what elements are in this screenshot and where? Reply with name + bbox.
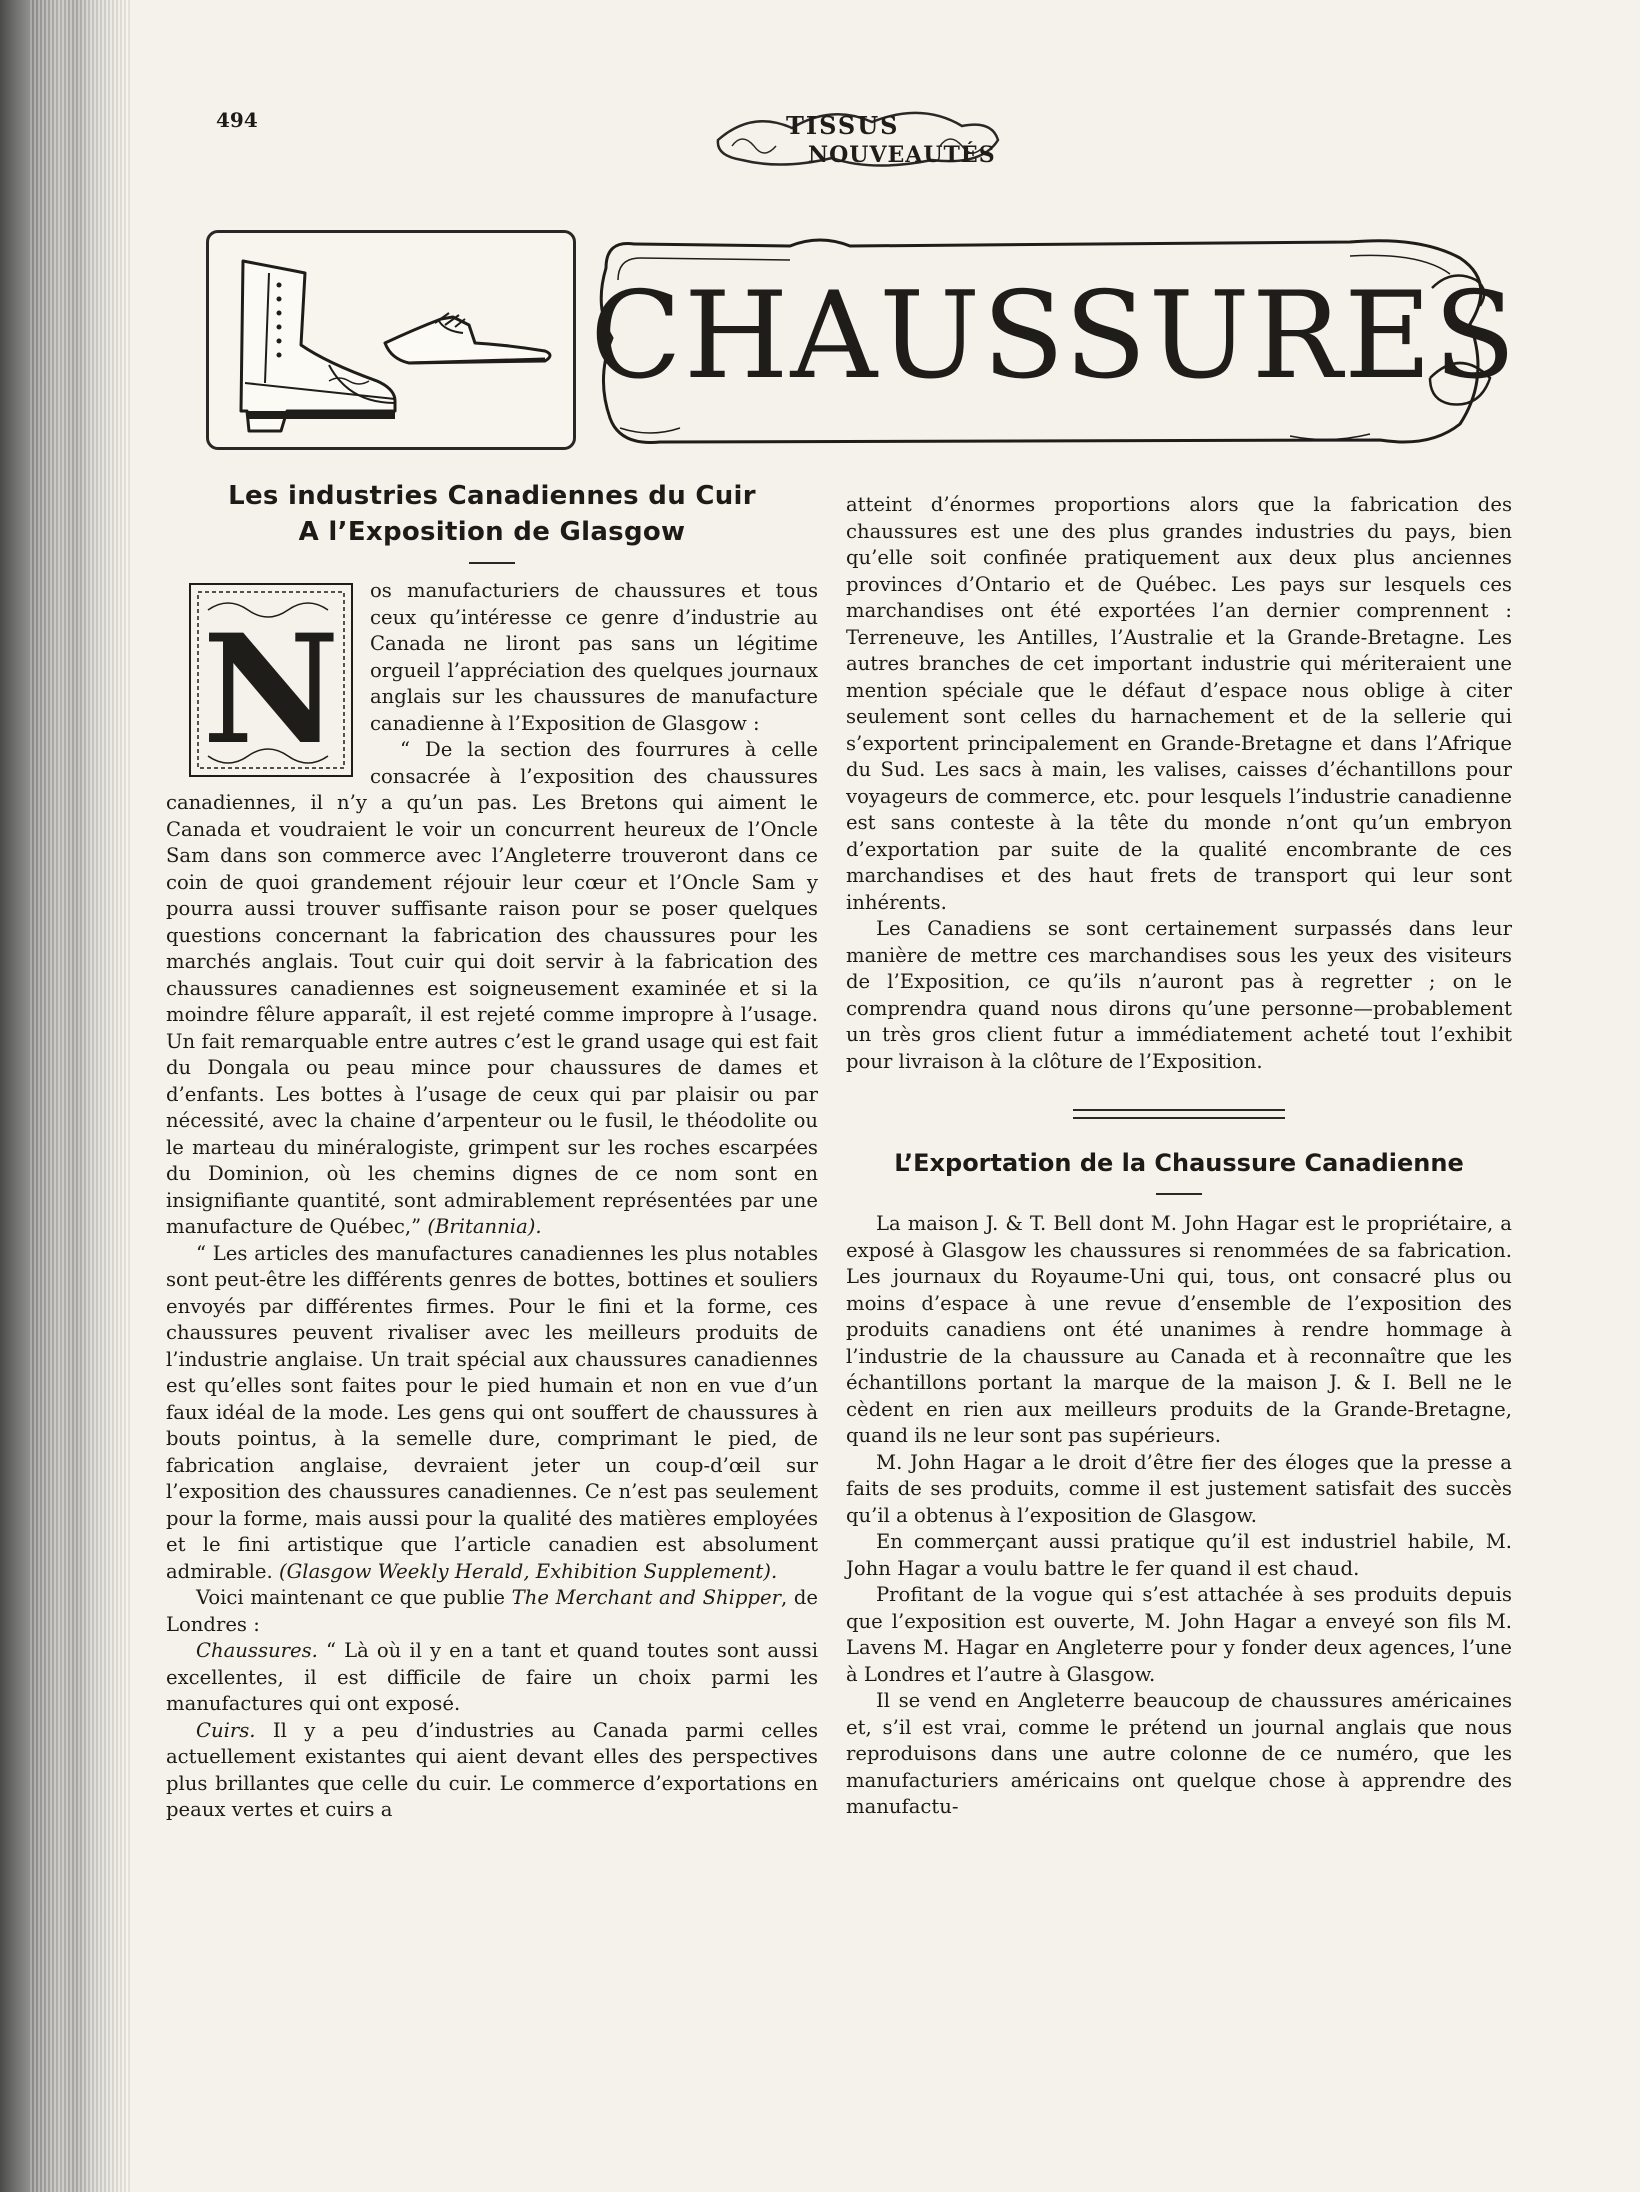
article-paragraph: os manufacturiers de chaussures et tous ceux qu’intéresse ce genre d’industrie au Canada ne liront pas sans un légitime orgueil l’appréciation des quelques journaux anglais sur les chaussures de manufacture canadienne à l’Exposition de Glasgow : (370, 579, 818, 735)
title-rule (1156, 1193, 1202, 1195)
article-paragraph (166, 1585, 818, 1638)
paragraph-label: Cuirs. (196, 1718, 256, 1742)
publication-name: The Merchant and Shipper (511, 1586, 781, 1609)
article-paragraph (166, 1241, 818, 1586)
article-paragraph (166, 737, 818, 1241)
title-rule (469, 562, 515, 564)
article-paragraph (166, 1718, 818, 1824)
article-paragraph-text: “ Là où il y en a tant et quand toutes sont aussi excellentes, il est difficile de faire un choix parmi les manufactures qui ont exposé. (166, 1639, 818, 1715)
article-paragraph-text: “ De la section des fourrures à celle consacrée à l’exposition des chaussures canadiennes, il n’y a qu’un pas. Les Bretons qui aiment le Canada et voudraient le voir un concurrent heureux de l’Oncle Sam dans son commerce avec l’Angleterre trouveront dans ce coin de quoi grandement réjouir leur cœur et l’Oncle Sam y pourra aussi trouver suffisante raison pour se poser quelques questions concernant la fabrication des chaussures pour les marchés anglais. Tout cuir qui doit servir à la fabrication des chaussures canadiennes est soigneusement examinée et si la moindre fêlure apparaît, il est rejeté comme impropre à l’usage. Un fait remarquable entre autres c’est le grand usage qui est fait du Dongala ou peau mince pour chaussures de dames et d’enfants. Les bottes à l’usage de ceux qui par plaisir ou par nécessité, avec la chaine d’arpenteur ou le fusil, le théodolite ou le marteau du minéralogiste, grimpent sur les roches escarpées du Dominion, où les chemins dignes de ce nom sont en insignifiante quantité, sont admirablement représentées par une manufacture de Québec,” (166, 738, 818, 1238)
drop-cap-ornament (186, 580, 356, 780)
article-title-line2: A l’Exposition de Glasgow (298, 517, 686, 547)
article-title: L’Exportation de la Chaussure Canadienne (894, 1149, 1464, 1177)
article-paragraph: M. John Hagar a le droit d’être fier des éloges que la presse a faits de ses produits, comme il est justement satisfait des succès qu’il a obtenus à l’exposition de Glasgow. (846, 1450, 1512, 1527)
article-paragraph-text: , de Londres : (166, 1586, 818, 1636)
article-paragraph: La maison J. & T. Bell dont M. John Hagar est le propriétaire, a exposé à Glasgow les chaussures si renommées de sa fabrication. Les journaux du Royaume-Uni qui, tous, ont consacré plus ou moins d’espace à une revue d’ensemble de l’exposition des produits canadiens ont été unanimes à rendre hommage à l’industrie de la chaussure au Canada et à reconnaître que les échantillons portant la marque de la maison J. & I. Bell ne le cèdent en rien aux meilleurs produits de la Grande-Bretagne, quand ils ne leur sont pas supérieurs. (846, 1212, 1512, 1447)
book-binding-edge (0, 0, 130, 2192)
left-column (166, 478, 818, 1824)
article-paragraph: atteint d’énormes proportions alors que la fabrication des chaussures est une des plus grandes industries du pays, bien qu’elle soit confinée pratiquement aux deux plus anciennes provinces d’Ontario et de Québec. Les pays sur lesquels ces marchandises ont été exportées l’an dernier comprennent : Terreneuve, les Antilles, l’Australie et la Grande-Bretagne. Les autres branches de cet important industrie qui mériteraient une mention spéciale que le défaut d’espace nous oblige à citer seulement sont celles du harnachement et de la sellerie qui s’exportent principalement en Grande-Bretagne et dans l’Afrique du Sud. Les sacs à main, les valises, caisses d’échantillons pour voyageurs de commerce, etc. pour lesquels l’industrie canadienne est sans conteste à la tête du monde n’ont qu’un embryon d’exportation par suite de la qualité encombrante de ces marchandises et des haut frets de transport qui leur sont inhérents. (846, 493, 1512, 914)
article-paragraph-text: “ Les articles des manufactures canadiennes les plus notables sont peut-être les différents genres de bottes, bottines et souliers envoyés par différentes firmes. Pour le fini et la forme, ces chaussures peuvent rivaliser avec les meilleurs produits de l’industrie anglaise. Un trait spécial aux chaussures canadiennes est qu’elles sont faites pour le pied humain et non en vue d’un faux idéal de la mode. Les gens qui ont souffert de chaussures à bouts pointus, à la semelle dure, comprimant le pied, de fabrication anglaise, devraient jeter un coup-d’œil sur l’exposition des chaussures canadiennes. Ce n’est pas seulement pour la forme, mais aussi pour la qualité des matières employées et le fini artistique que l’article canadien est absolument admirable. (166, 1241, 818, 1583)
article-title-line1: Les industries Canadiennes du Cuir (228, 481, 756, 511)
article-paragraph (166, 1638, 818, 1718)
article-paragraph: En commerçant aussi pratique qu’il est industriel habile, M. John Hagar a voulu battre le fer quand il est chaud. (846, 1530, 1512, 1580)
article-title (166, 478, 818, 550)
paragraph-label: Chaussures. (196, 1639, 318, 1662)
article-paragraph: Il se vend en Angleterre beaucoup de chaussures américaines et, s’il est vrai, comme le prétend un journal anglais que nous reproduisons dans une autre colonne de ce numéro, que les manufacturiers américains ont quelque chose à apprendre des manufactu- (846, 1689, 1512, 1818)
drop-cap-letter: N (202, 602, 340, 778)
boot-and-shoe-illustration (209, 233, 573, 447)
page-number: 494 (216, 108, 258, 132)
shoe-illustration-panel (206, 230, 576, 450)
article-paragraph: Les Canadiens se sont certainement surpassés dans leur manière de mettre ces marchandises sous les yeux des visiteurs de l’Exposition, ce qu’ils n’auront pas à regretter ; on le comprendra quand nous dirons qu’une personne—probablement un très gros client futur a immédiatement acheté tout l’exhibit pour livraison à la clôture de l’Exposition. (846, 917, 1512, 1073)
article-paragraph-text: Voici maintenant ce que publie (196, 1586, 505, 1609)
article-paragraph: Profitant de la vogue qui s’est attachée à ses produits depuis que l’exposition est ouverte, M. John Hagar a enveyé son fils M. Lavens M. Hagar en Angleterre pour y fonder deux agences, l’une à Londres et l’autre à Glasgow. (846, 1583, 1512, 1686)
svg-text:TISSUS: TISSUS (786, 111, 900, 140)
citation: (Glasgow Weekly Herald, Exhibition Supplement). (279, 1559, 778, 1583)
right-column (846, 492, 1512, 1821)
svg-text:NOUVEAUTÉS: NOUVEAUTÉS (808, 142, 996, 168)
citation: (Britannia). (427, 1215, 542, 1238)
section-divider (1073, 1109, 1285, 1119)
section-title: CHAUSSURES (590, 267, 1518, 406)
masthead-logo (712, 100, 1002, 174)
article-paragraph-text: Il y a peu d’industries au Canada parmi celles actuellement existantes qui aient devant elles des perspectives plus brillantes que celle du cuir. Le commerce d’exportations en peaux vertes et cuirs a (166, 1718, 818, 1821)
